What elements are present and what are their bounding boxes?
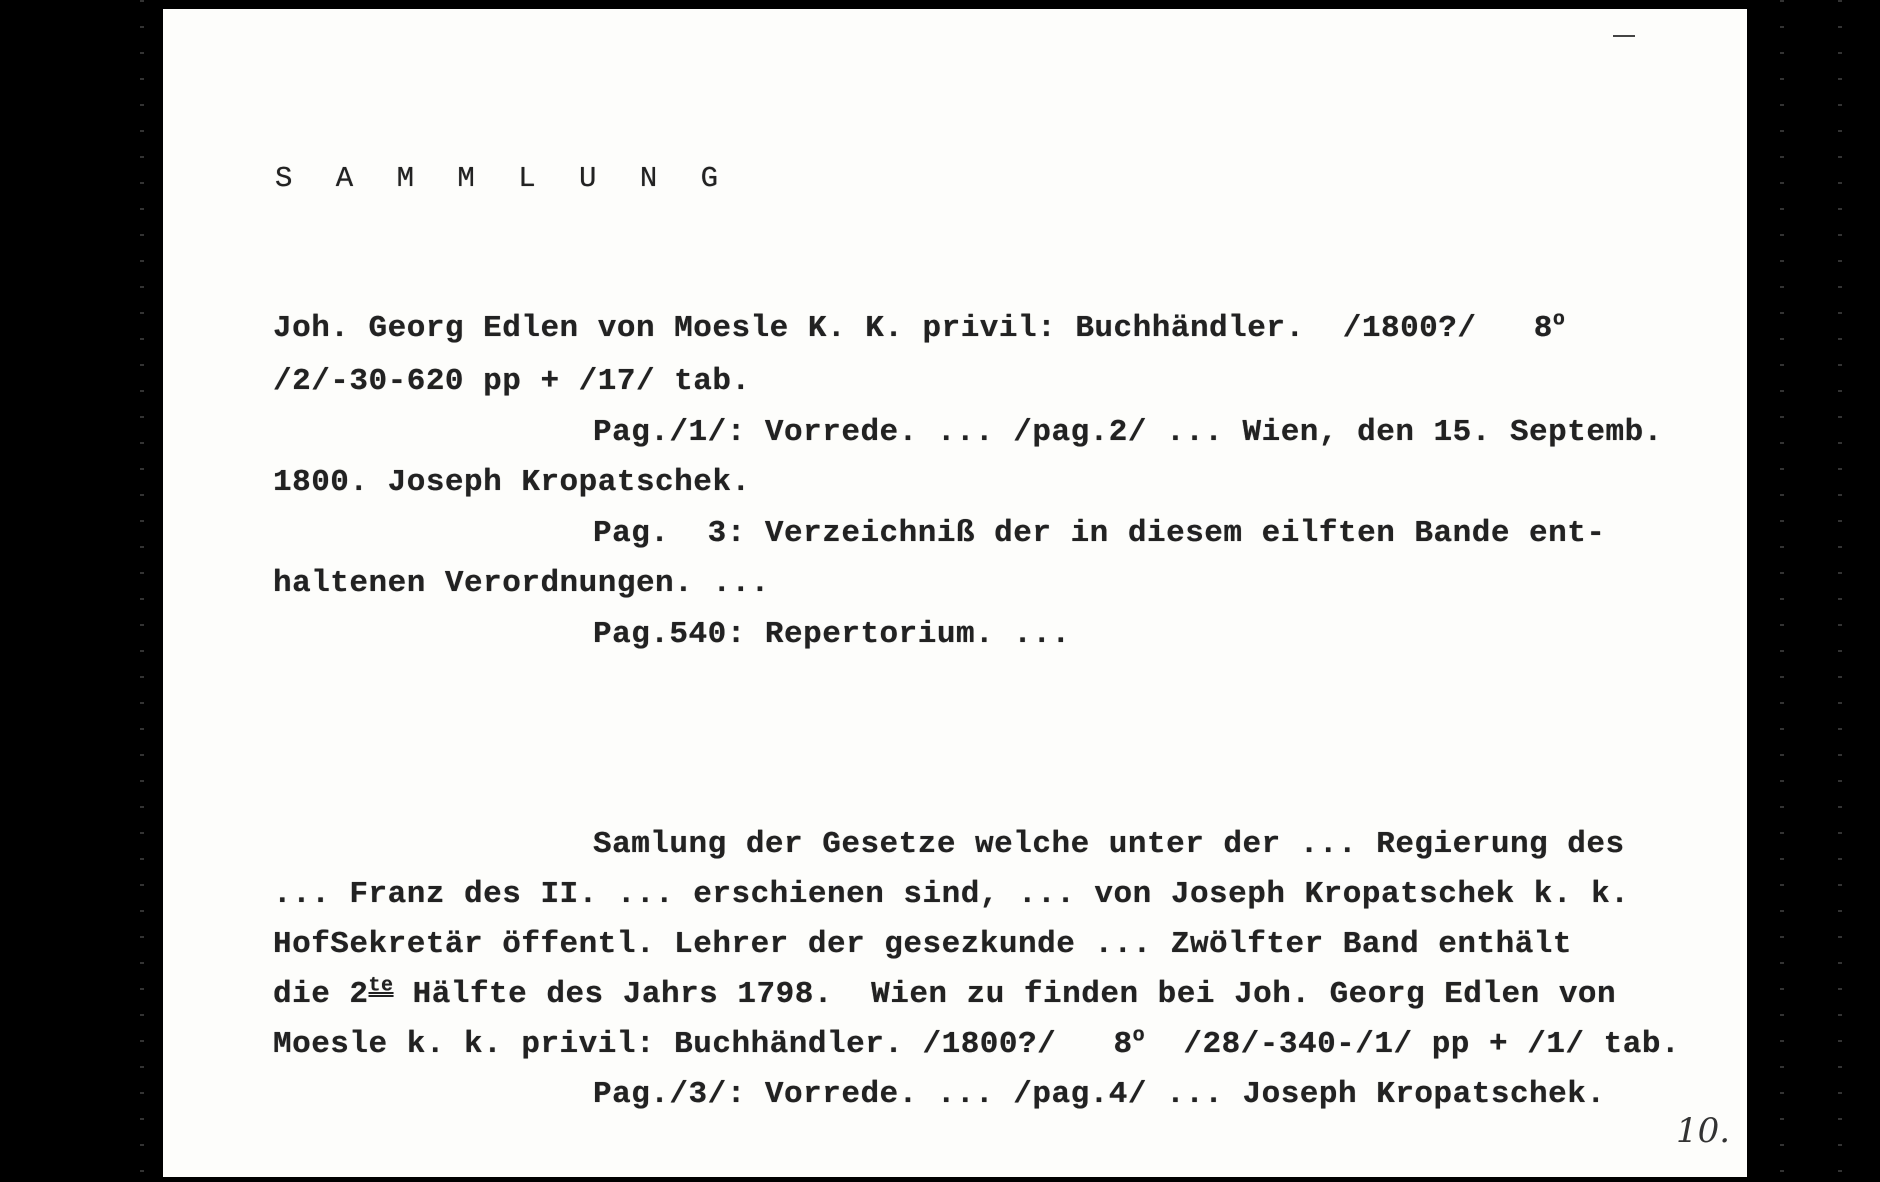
right-edge-perforation-2 bbox=[1838, 0, 1842, 1182]
entry2-line4-sup: te bbox=[368, 974, 394, 998]
entry2-line5b: /28/-340-/1/ pp + /1/ tab. bbox=[1145, 1027, 1681, 1062]
page-number: 10. bbox=[1676, 1111, 1731, 1151]
entry1-line1 bbox=[273, 308, 1566, 347]
right-edge-perforation-1 bbox=[1780, 0, 1784, 1182]
catalog-card bbox=[163, 9, 1747, 1177]
entry1-line7: Pag.540: Repertorium. ... bbox=[593, 617, 1071, 652]
entry1-line4: 1800. Joseph Kropatschek. bbox=[273, 465, 751, 500]
entry1-line3: Pag./1/: Vorrede. ... /pag.2/ ... Wien, den 15. Septemb. bbox=[593, 415, 1663, 450]
entry2-line5 bbox=[273, 1024, 1681, 1063]
entry1-line5: Pag. 3: Verzeichniß der in diesem eilften Bande ent- bbox=[593, 516, 1606, 551]
entry2-line4b: Hälfte des Jahrs 1798. Wien zu finden bei Joh. Georg Edlen von bbox=[393, 977, 1617, 1012]
entry1-line2: /2/-30-620 pp + /17/ tab. bbox=[273, 364, 751, 399]
entry1-line1-text: Joh. Georg Edlen von Moesle K. K. privil: Buchhändler. /1800?/ 8 bbox=[273, 311, 1553, 346]
entry2-line1: Samlung der Gesetze welche unter der ... Regierung des bbox=[593, 827, 1625, 862]
entry2-line4a: die 2 bbox=[273, 977, 369, 1012]
entry2-line6: Pag./3/: Vorrede. ... /pag.4/ ... Joseph Kropatschek. bbox=[593, 1077, 1606, 1112]
entry2-line3: HofSekretär öffentl. Lehrer der gesezkunde ... Zwölfter Band enthält bbox=[273, 927, 1573, 962]
entry1-line6: haltenen Verordnungen. ... bbox=[273, 566, 770, 601]
entry1-line1-sup: o bbox=[1552, 308, 1566, 332]
entry2-line5-sup: o bbox=[1132, 1024, 1146, 1048]
top-mark bbox=[1613, 35, 1635, 37]
entry2-line4 bbox=[273, 974, 1617, 1013]
entry2-line5a: Moesle k. k. privil: Buchhändler. /1800?/ 8 bbox=[273, 1027, 1133, 1062]
card-heading: S A M M L U N G bbox=[275, 162, 732, 195]
entry2-line2: ... Franz des II. ... erschienen sind, ... von Joseph Kropatschek k. k. bbox=[273, 877, 1630, 912]
left-edge-perforation bbox=[140, 0, 144, 1182]
